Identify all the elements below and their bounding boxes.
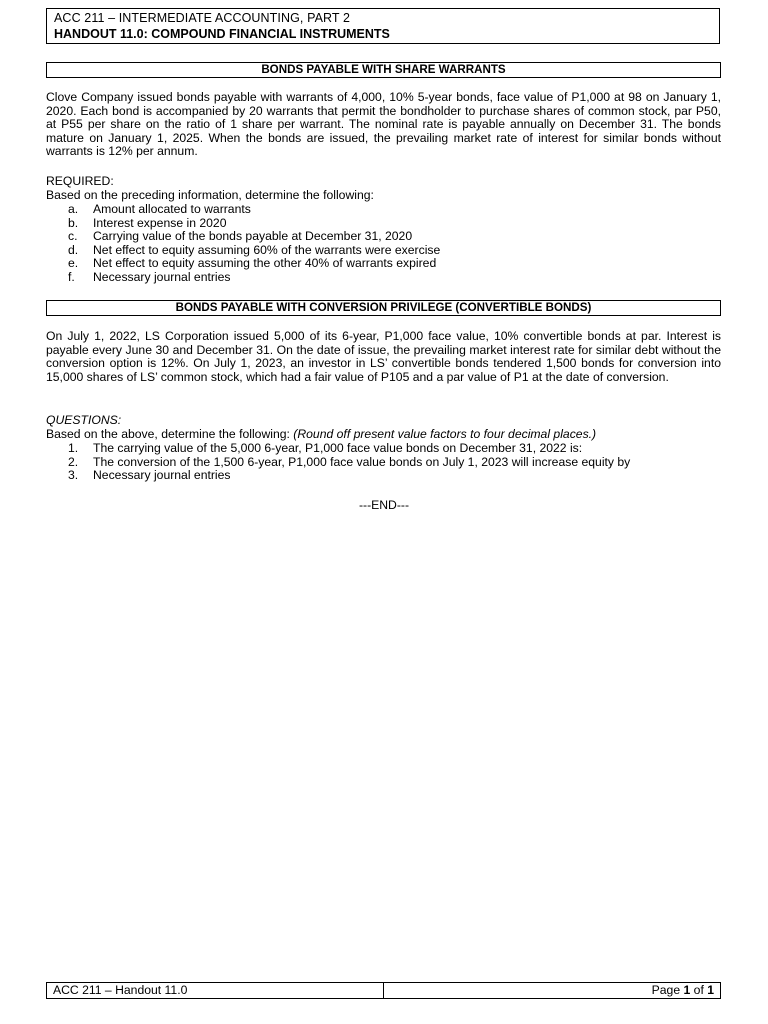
section-title-warrants: BONDS PAYABLE WITH SHARE WARRANTS [46, 62, 721, 78]
page-word: Page [651, 983, 684, 997]
questions-intro [46, 428, 596, 442]
page-footer [46, 982, 721, 999]
list-item [46, 469, 721, 483]
convertible-problem-paragraph: On July 1, 2022, LS Corporation issued 5,000 of its 6-year, P1,000 face value, 10% convertible bonds at par. Interest is payable every June 30 and December 31. On the date of issue, the prevailing market interest rate for similar debt without the conversion option is 12%. On July 1, 2023, an investor in LS’ convertible bonds tendered 1,500 bonds for conversion into 15,000 shares of LS’ common stock, which had a fair value of P105 and a par value of P1 at the date of conversion. [46, 329, 721, 384]
total-pages: 1 [707, 983, 714, 997]
list-item-text: Amount allocated to warrants [93, 202, 251, 216]
list-item-text: Net effect to equity assuming the other 40% of warrants expired [93, 256, 437, 271]
list-marker: d. [68, 242, 79, 257]
list-item-text: Carrying value of the bonds payable at December 31, 2020 [93, 229, 413, 244]
required-intro: Based on the preceding information, determine the following: [46, 188, 374, 202]
list-item-text: Necessary journal entries [93, 468, 231, 483]
list-item [46, 203, 721, 217]
page-of: of [690, 983, 708, 997]
end-marker: ---END--- [358, 498, 410, 512]
list-marker: 1. [68, 441, 79, 455]
list-marker: 3. [68, 468, 79, 483]
list-item [46, 456, 721, 470]
document-header [46, 8, 720, 44]
list-item [46, 230, 721, 244]
page-number [384, 983, 720, 998]
list-marker: c. [68, 229, 78, 244]
questions-list [46, 442, 721, 483]
list-item [46, 217, 721, 231]
section-title-convertible: BONDS PAYABLE WITH CONVERSION PRIVILEGE (CONVERTIBLE BONDS) [46, 300, 721, 316]
handout-title: HANDOUT 11.0: COMPOUND FINANCIAL INSTRUMENTS [54, 27, 390, 41]
footer-handout-label: ACC 211 – Handout 11.0 [47, 983, 384, 998]
list-item [46, 442, 721, 456]
required-label: REQUIRED: [46, 174, 114, 188]
list-marker: b. [68, 215, 79, 230]
list-item-text: Interest expense in 2020 [93, 215, 227, 230]
list-marker: a. [68, 202, 79, 216]
list-marker: 2. [68, 454, 79, 469]
list-item-text: The conversion of the 1,500 6-year, P1,000 face value bonds on July 1, 2023 will increase equity by [93, 454, 631, 469]
list-item-text: The carrying value of the 5,000 6-year, P1,000 face value bonds on December 31, 2022 is: [93, 441, 583, 455]
current-page: 1 [683, 983, 691, 997]
warrants-problem-paragraph: Clove Company issued bonds payable with warrants of 4,000, 10% 5-year bonds, face value of P1,000 at 98 on January 1, 2020. Each bond is accompanied by 20 warrants that permit the bondholder to purchase shares of common stock, par P50, at P55 per share on the ratio of 1 share per warrant. The nominal rate is payable annually on December 31. The bonds mature on January 1, 2025. When the bonds are issued, the prevailing market rate of interest for similar bonds without warrants is 12% per annum. [46, 90, 721, 159]
questions-intro-text: Based on the above, determine the following: [46, 427, 294, 441]
required-list [46, 203, 721, 285]
list-marker: f. [68, 269, 75, 284]
list-item-text: Necessary journal entries [93, 269, 231, 284]
list-item [46, 257, 721, 271]
course-title: ACC 211 – INTERMEDIATE ACCOUNTING, PART 2 [54, 11, 351, 25]
questions-label: QUESTIONS: [46, 413, 122, 427]
list-item [46, 244, 721, 258]
list-item [46, 271, 721, 285]
list-item-text: Net effect to equity assuming 60% of the warrants were exercise [93, 242, 441, 257]
list-marker: e. [68, 256, 79, 271]
questions-note: (Round off present value factors to four decimal places.) [293, 427, 597, 441]
